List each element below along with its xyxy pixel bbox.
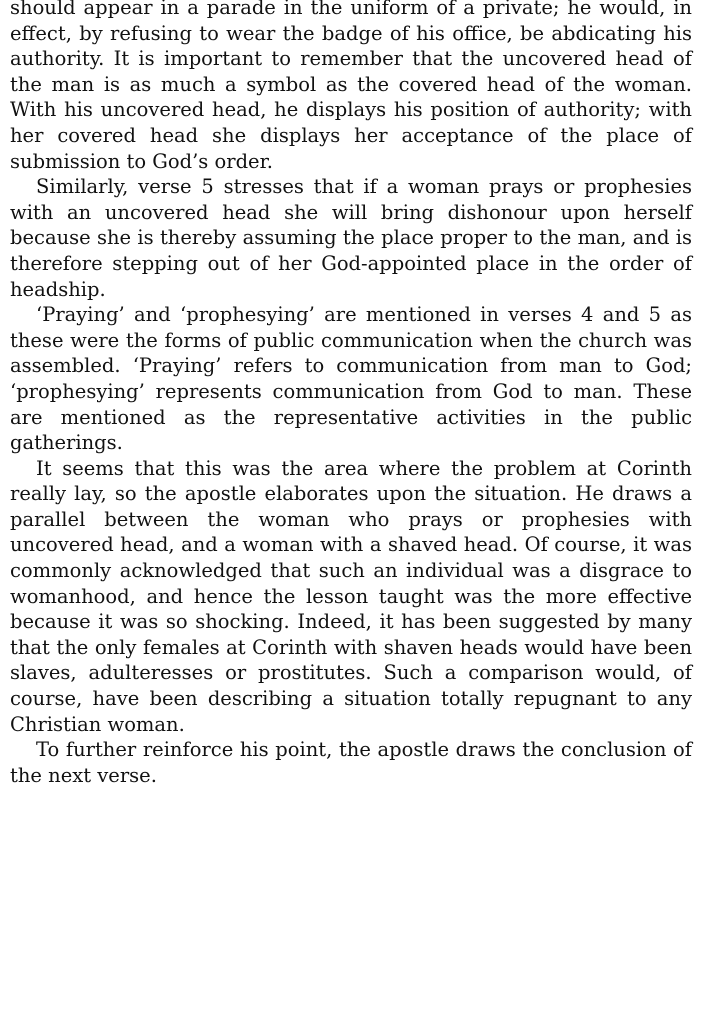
paragraph-1: should appear in a parade in the uniform of a private; he would, in effect, by refusing to wear the badge of his office, be abdicating his authority. It is important to remember that the uncovered head of the man is as much a symbol as the covered head of the woman. With his uncovered head, he displays his position of authority; with her covered head she displays her acceptance of the place of submission to God’s order. xyxy=(10,0,692,173)
paragraph-2: Similarly, verse 5 stresses that if a woman prays or prophesies with an uncovered head she will bring dishonour upon herself because she is thereby assuming the place proper to the man, and is therefore stepping out of her God-appointed place in the order of headship. xyxy=(10,175,692,301)
paragraph-4: It seems that this was the area where the problem at Corinth really lay, so the apostle elaborates upon the situation. He draws a parallel between the woman who prays or prophesies with uncovered head, and a woman with a shaved head. Of course, it was commonly acknowledged that such an individual was a disgrace to womanhood, and hence the lesson taught was the more effective because it was so shocking. Indeed, it has been suggested by many that the only females at Corinth with shaven heads would have been slaves, adulteresses or prostitutes. Such a comparison would, of course, have been describing a situation totally repugnant to any Christian woman. xyxy=(10,456,692,736)
paragraph-5: To further reinforce his point, the apostle draws the conclusion of the next verse. xyxy=(10,738,692,787)
paragraph-3: ‘Praying’ and ‘prophesying’ are mentioned in verses 4 and 5 as these were the forms of public communication when the church was assembled. ‘Praying’ refers to communication from man to God; ‘prophesying’ represents communication from God to man. These are mentioned as the representative activities in the public gatherings. xyxy=(10,303,692,455)
